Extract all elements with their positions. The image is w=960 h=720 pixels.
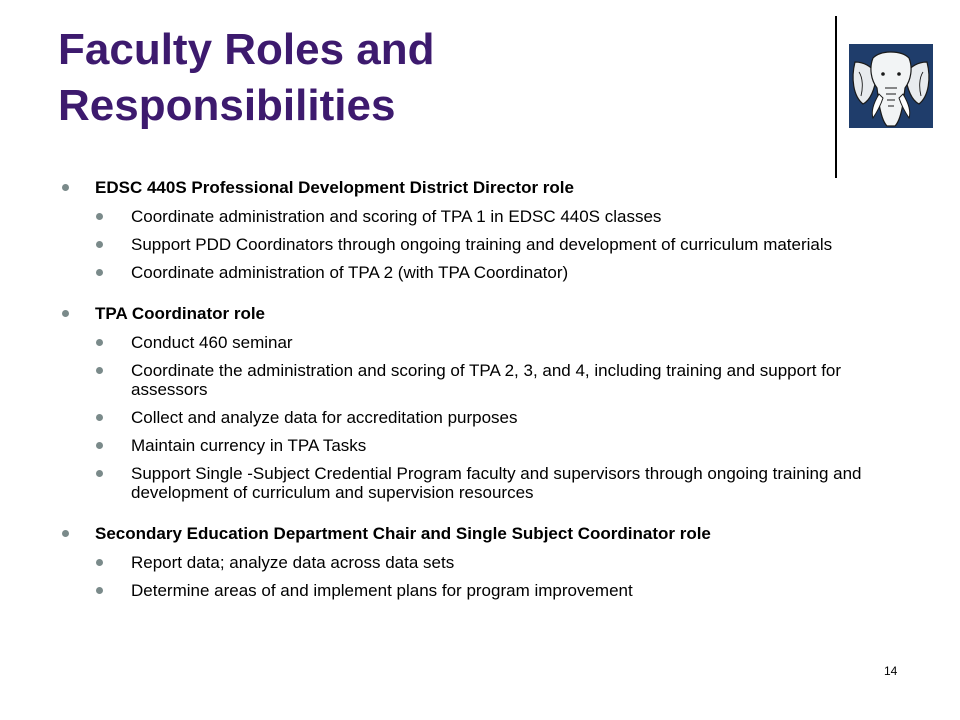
bullet-icon <box>62 310 69 317</box>
bullet-icon <box>62 184 69 191</box>
elephant-logo-icon <box>849 44 933 128</box>
bullet-icon <box>96 339 103 346</box>
section-heading: TPA Coordinator role <box>0 304 960 323</box>
bullet-icon <box>62 530 69 537</box>
bullet-icon <box>96 213 103 220</box>
list-item: Support Single -Subject Credential Program faculty and supervisors through ongoing training and development of curriculum and supervision resources <box>0 464 960 502</box>
title-line-1: Faculty Roles and <box>58 25 435 74</box>
title-divider <box>835 16 837 178</box>
page-number: 14 <box>884 664 898 678</box>
list-item: Coordinate administration of TPA 2 (with TPA Coordinator) <box>0 263 960 282</box>
bullet-icon <box>96 414 103 421</box>
list-item: Collect and analyze data for accreditation purposes <box>0 408 960 427</box>
section-tpa-coordinator-role <box>0 304 960 502</box>
section-heading: EDSC 440S Professional Development District Director role <box>0 178 960 197</box>
list-item: Report data; analyze data across data sets <box>0 553 960 572</box>
bullet-icon <box>96 559 103 566</box>
bullet-icon <box>96 241 103 248</box>
slide-title <box>58 22 798 134</box>
bullet-icon <box>96 269 103 276</box>
slide-body <box>0 178 960 622</box>
list-item: Coordinate the administration and scoring of TPA 2, 3, and 4, including training and support for assessors <box>0 361 960 399</box>
bullet-icon <box>96 470 103 477</box>
list-item: Maintain currency in TPA Tasks <box>0 436 960 455</box>
section-director-role <box>0 178 960 282</box>
section-heading: Secondary Education Department Chair and Single Subject Coordinator role <box>0 524 960 543</box>
list-item: Determine areas of and implement plans for program improvement <box>0 581 960 600</box>
bullet-icon <box>96 367 103 374</box>
list-item: Conduct 460 seminar <box>0 333 960 352</box>
bullet-icon <box>96 442 103 449</box>
list-item: Support PDD Coordinators through ongoing training and development of curriculum materials <box>0 235 960 254</box>
bullet-icon <box>96 587 103 594</box>
list-item: Coordinate administration and scoring of TPA 1 in EDSC 440S classes <box>0 207 960 226</box>
title-line-2: Responsibilities <box>58 81 396 130</box>
section-department-chair-role <box>0 524 960 600</box>
